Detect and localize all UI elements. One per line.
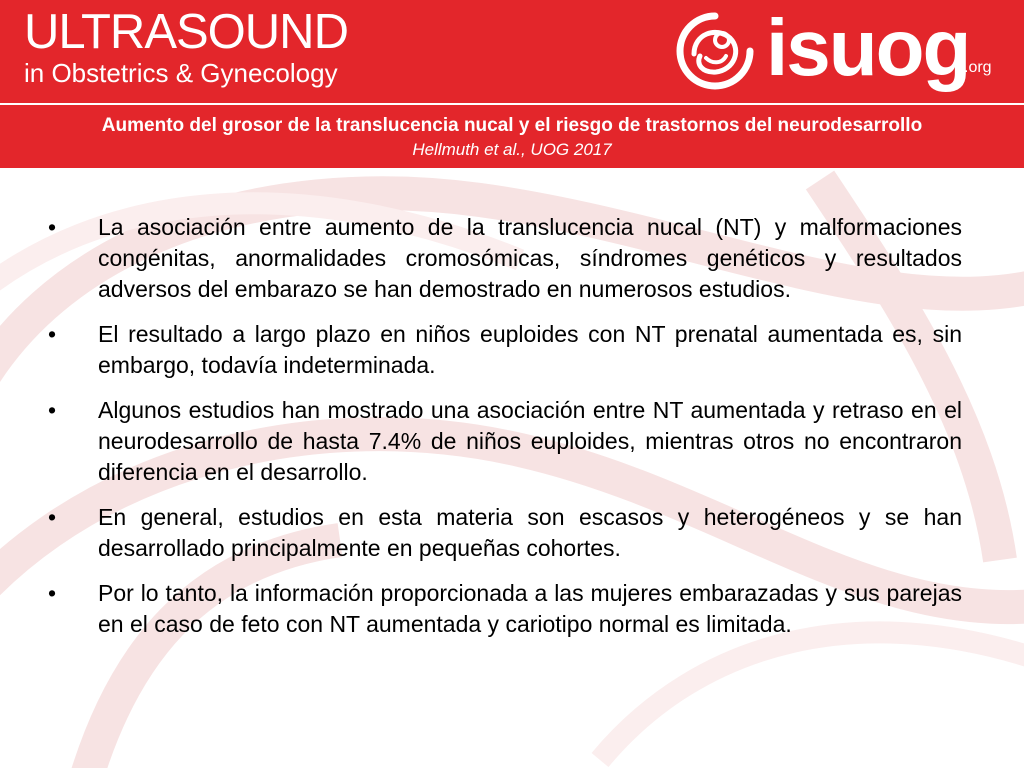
slide-content bbox=[48, 212, 962, 654]
bullet-marker: • bbox=[48, 397, 57, 423]
bullet-text: El resultado a largo plazo en niños euploides con NT prenatal aumentada es, sin embargo, todavía indeterminada. bbox=[98, 321, 962, 378]
bullet-marker: • bbox=[48, 214, 57, 240]
bullet-item bbox=[48, 212, 962, 305]
bullet-text: Algunos estudios han mostrado una asociación entre NT aumentada y retraso en el neurodesarrollo de hasta 7.4% de niños euploides, mientras otros no encontraron diferencia en el desarrollo. bbox=[98, 397, 962, 485]
bullet-marker: • bbox=[48, 504, 57, 530]
fetus-in-womb-icon bbox=[672, 8, 758, 94]
slide-title: Aumento del grosor de la translucencia nucal y el riesgo de trastornos del neurodesarrollo bbox=[101, 115, 923, 136]
header-divider bbox=[0, 103, 1024, 105]
slide-citation: Hellmuth et al., UOG 2017 bbox=[412, 140, 612, 159]
bullet-item bbox=[48, 578, 962, 640]
slide-header bbox=[0, 0, 1024, 168]
isuog-wordmark: isuog bbox=[766, 3, 970, 92]
bullet-item bbox=[48, 502, 962, 564]
bullet-list bbox=[48, 212, 962, 640]
bullet-text: La asociación entre aumento de la translucencia nucal (NT) y malformaciones congénitas, anormalidades cromosómicas, síndromes genéticos y resultados adversos del embarazo se han demostrado en numerosos estudios. bbox=[98, 214, 962, 302]
isuog-org-suffix: .org bbox=[964, 59, 992, 76]
bullet-item bbox=[48, 395, 962, 488]
journal-title: ULTRASOUND bbox=[24, 5, 348, 59]
bullet-text: Por lo tanto, la información proporcionada a las mujeres embarazadas y sus parejas en el caso de feto con NT aumentada y cariotipo normal es limitada. bbox=[98, 580, 962, 637]
journal-subtitle: in Obstetrics & Gynecology bbox=[24, 58, 338, 88]
bullet-marker: • bbox=[48, 321, 57, 347]
bullet-item bbox=[48, 319, 962, 381]
isuog-logo bbox=[672, 3, 1002, 100]
bullet-marker: • bbox=[48, 580, 57, 606]
bullet-text: En general, estudios en esta materia son escasos y heterogéneos y se han desarrollado principalmente en pequeñas cohortes. bbox=[98, 504, 962, 561]
